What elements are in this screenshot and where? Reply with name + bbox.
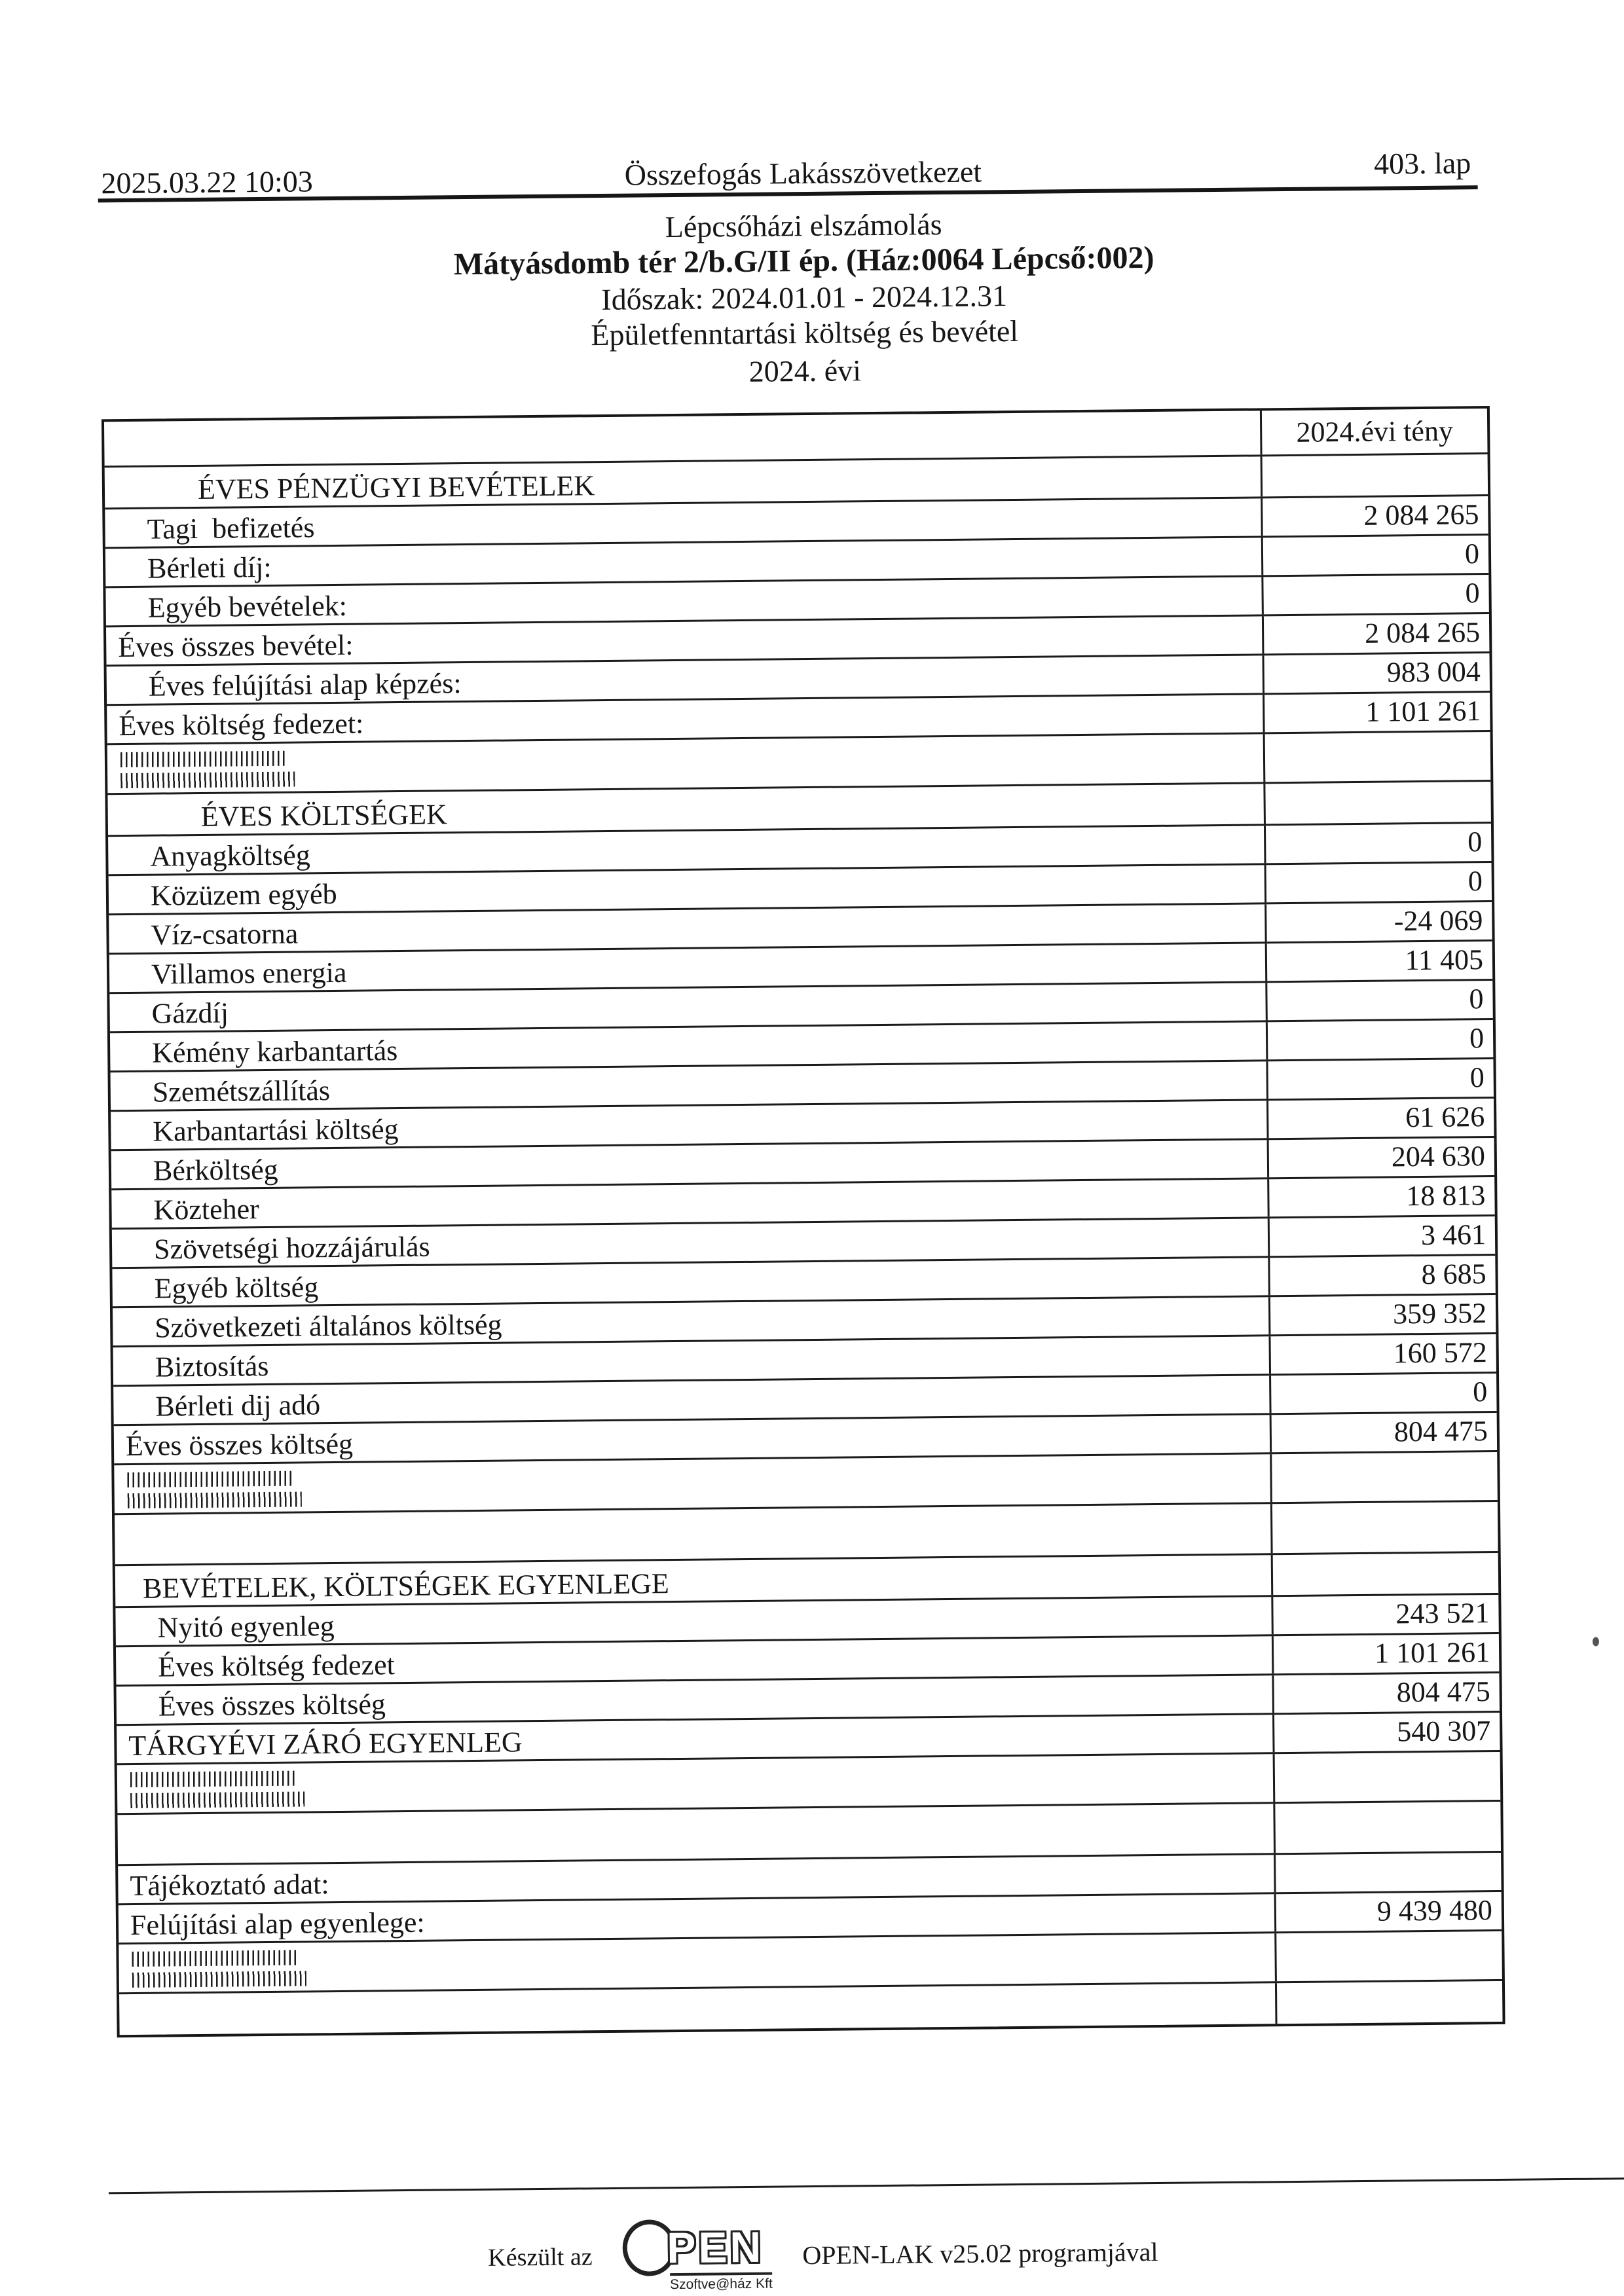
row-value: 3 461: [1420, 1218, 1486, 1252]
row-value-cell: [1273, 1595, 1499, 1634]
row-value-cell: [1263, 536, 1489, 575]
row-value-cell: [1266, 824, 1492, 863]
row-value-cell: [1271, 1374, 1497, 1413]
row-value: 0: [1469, 1061, 1485, 1094]
row-value: 0: [1467, 865, 1483, 898]
row-label: Karbantartási költség: [153, 1113, 399, 1148]
row-value-cell: [1276, 1853, 1502, 1892]
row-label: Bérleti díj:: [147, 551, 272, 585]
row-label: Szövetségi hozzájárulás: [153, 1230, 430, 1266]
dither-bars: [132, 1950, 297, 1967]
row-value: 9 439 480: [1376, 1894, 1493, 1927]
row-label: ÉVES PÉNZÜGYI BEVÉTELEK: [197, 469, 595, 506]
row-label-cell: [115, 1504, 1273, 1564]
dither-bars: [130, 1771, 295, 1787]
row-label-cell: [117, 1804, 1276, 1864]
row-value-cell: [1275, 1802, 1501, 1853]
row-value: -24 069: [1393, 904, 1483, 938]
row-value: 0: [1467, 826, 1483, 858]
row-value-cell: [1266, 863, 1492, 902]
row-value-cell: [1268, 1020, 1494, 1059]
dither-bars: [132, 1971, 306, 1988]
row-label: Közüzem egyéb: [150, 878, 337, 912]
open-logo-row: [622, 2219, 764, 2276]
row-value: 540 307: [1397, 1715, 1491, 1748]
row-label: Közteher: [153, 1193, 260, 1226]
row-label: Éves költség fedezet:: [119, 707, 364, 742]
row-value-cell: [1266, 902, 1492, 941]
print-timestamp: 2025.03.22 10:03: [101, 164, 313, 200]
row-value-cell: [1272, 1502, 1498, 1553]
row-label: Éves felújítási alap képzés:: [148, 667, 462, 702]
period-line: Időszak: 2024.01.01 - 2024.12.31: [601, 279, 1008, 317]
row-value-cell: [1269, 1138, 1495, 1177]
row-value: 2 084 265: [1363, 498, 1479, 532]
dither-bars: [120, 751, 286, 767]
building-title: Mátyásdomb tér 2/b.G/II ép. (Ház:0064 Lépcső:002): [453, 240, 1154, 282]
row-value: 0: [1465, 577, 1480, 610]
row-label: Bérleti dij adó: [155, 1389, 321, 1423]
row-value-cell: [1269, 1177, 1495, 1216]
open-logo: [622, 2219, 773, 2293]
dither-bars: [120, 772, 295, 789]
row-label: Szemétszállítás: [152, 1074, 331, 1108]
row-value: 983 004: [1386, 655, 1481, 689]
dither-bars: [130, 1791, 304, 1808]
row-value: 243 521: [1395, 1597, 1490, 1630]
row-value-cell: [1273, 1553, 1499, 1595]
row-label: Bérköltség: [153, 1153, 278, 1187]
row-label: TÁRGYÉVI ZÁRÓ EGYENLEG: [128, 1726, 523, 1762]
row-label: Éves összes költség: [158, 1688, 386, 1722]
row-value-cell: [1270, 1256, 1496, 1295]
row-value-cell: [1263, 496, 1488, 536]
row-value: 0: [1469, 983, 1484, 1015]
row-value-cell: [1272, 1413, 1498, 1452]
row-value-cell: [1265, 782, 1491, 824]
row-label: Éves összes bevétel:: [118, 629, 354, 664]
row-value: 2 084 265: [1364, 616, 1481, 649]
value-column-header-text: 2024.évi tény: [1296, 414, 1454, 448]
row-value: 0: [1464, 538, 1480, 570]
row-label-cell: [117, 1754, 1276, 1813]
subject-line: Épületfenntartási költség és bevétel: [591, 314, 1019, 352]
footer-prefix-text: Készült az: [488, 2243, 593, 2272]
row-label: Tagi befizetés: [147, 511, 315, 545]
header-label-cell: [104, 410, 1263, 465]
table-rows: [105, 454, 1503, 2035]
row-value-cell: [1274, 1634, 1500, 1673]
row-label: Villamos energia: [151, 956, 347, 991]
row-label: Szövetkezeti általános költség: [155, 1308, 502, 1344]
footer: [10, 2210, 1624, 2296]
row-label: Víz-csatorna: [151, 917, 299, 951]
row-label: Nyitó egyenleg: [157, 1610, 335, 1644]
row-value-cell: [1274, 1673, 1500, 1713]
row-value: 804 475: [1393, 1415, 1488, 1448]
row-label: Felújítási alap egyenlege:: [130, 1906, 425, 1942]
row-label: ÉVES KÖLTSÉGEK: [200, 798, 448, 833]
row-value: 0: [1473, 1376, 1488, 1408]
row-value: 61 626: [1405, 1101, 1485, 1134]
row-value-cell: [1272, 1452, 1498, 1502]
row-label: Gázdíj: [151, 996, 229, 1030]
row-value-cell: [1263, 454, 1488, 496]
row-label: Kémény karbantartás: [151, 1034, 398, 1069]
row-value-cell: [1270, 1334, 1496, 1374]
row-value: 160 572: [1393, 1336, 1487, 1370]
row-label: BEVÉTELEK, KÖLTSÉGEK EGYENLEGE: [142, 1567, 669, 1605]
row-value: 1 101 261: [1374, 1636, 1490, 1669]
dither-bars: [127, 1471, 292, 1487]
dither-bars: [128, 1492, 302, 1509]
row-value: 0: [1469, 1022, 1485, 1055]
report-type-title: Lépcsőházi elszámolás: [665, 208, 942, 244]
row-value-cell: [1270, 1295, 1496, 1334]
settlement-table: [101, 406, 1505, 2037]
row-value: 804 475: [1396, 1675, 1490, 1709]
value-column-header: [1262, 409, 1488, 454]
row-value-cell: [1263, 575, 1489, 614]
footer-rule: [109, 2178, 1624, 2194]
logo-subtext: Szoftve@ház Kft: [670, 2272, 773, 2293]
row-value-cell: [1268, 1099, 1494, 1138]
row-label: Éves összes költség: [125, 1427, 354, 1463]
row-label: Tájékoztató adat:: [130, 1868, 329, 1903]
row-value-cell: [1270, 1216, 1496, 1256]
row-label-cell: [107, 734, 1266, 793]
row-value-cell: [1267, 941, 1493, 981]
row-value-cell: [1276, 1931, 1502, 1981]
scan-speck: [1593, 1637, 1599, 1647]
page-number: 403. lap: [1373, 146, 1471, 181]
row-value: 359 352: [1392, 1297, 1487, 1330]
row-label: Éves költség fedezet: [158, 1649, 396, 1683]
row-label-cell: [114, 1454, 1272, 1513]
row-label: Biztosítás: [155, 1350, 269, 1383]
row-label: Egyéb bevételek:: [147, 589, 348, 624]
row-value-cell: [1276, 1892, 1502, 1931]
row-value-cell: [1264, 653, 1490, 693]
row-value: 204 630: [1391, 1140, 1486, 1173]
row-value-cell: [1277, 1981, 1503, 2024]
row-value: 8 685: [1421, 1258, 1486, 1291]
footer-program-text: OPEN-LAK v25.02 programjával: [802, 2236, 1158, 2270]
organization-name: Összefogás Lakásszövetkezet: [624, 155, 982, 192]
row-label: Anyagköltség: [150, 839, 310, 873]
row-value-cell: [1267, 981, 1493, 1020]
row-value-cell: [1264, 614, 1490, 653]
row-value-cell: [1274, 1713, 1500, 1752]
row-value-cell: [1275, 1752, 1501, 1802]
row-label: Egyéb költség: [154, 1271, 319, 1305]
row-value-cell: [1264, 693, 1490, 732]
row-value-cell: [1265, 732, 1491, 782]
row-value-cell: [1268, 1059, 1494, 1099]
row-value: 1 101 261: [1365, 695, 1481, 728]
row-label-cell: [119, 1933, 1277, 1992]
row-value: 18 813: [1406, 1179, 1486, 1212]
logo-letters: PEN: [667, 2222, 764, 2272]
year-line: 2024. évi: [748, 354, 862, 388]
row-value: 11 405: [1405, 943, 1484, 977]
